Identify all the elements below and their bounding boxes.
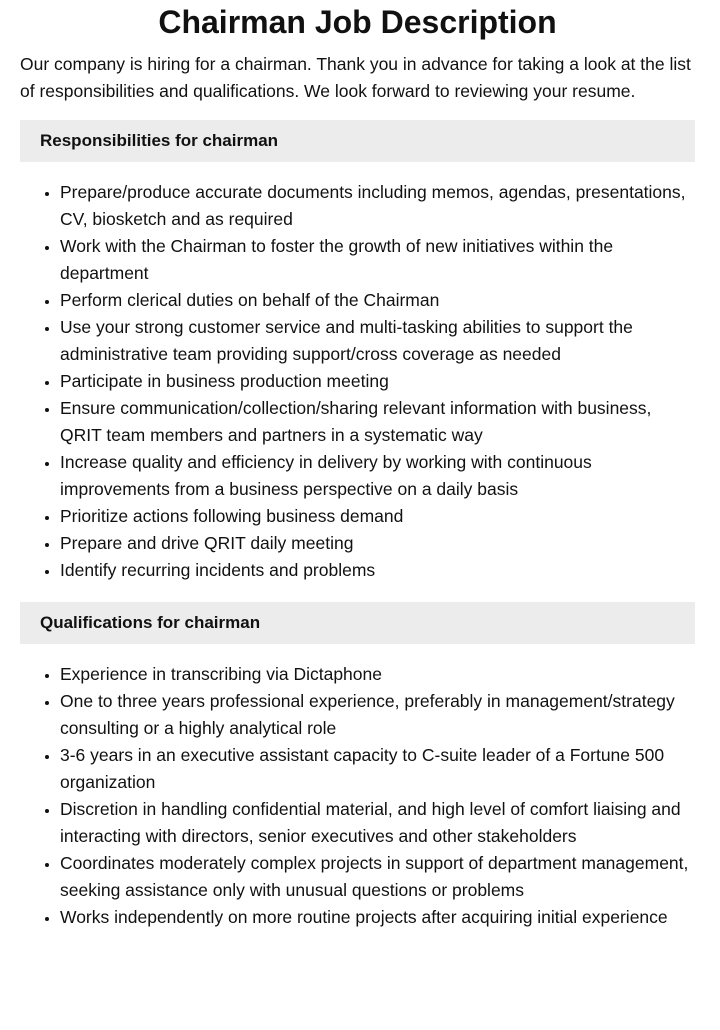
intro-paragraph: Our company is hiring for a chairman. Thank you in advance for taking a look at the list of responsibilities and qualifications. We look forward to reviewing your resume. bbox=[20, 54, 691, 101]
list-item: • Discretion in handling confidential material, and high level of comfort liaising and interacting with directors, senior executives and other stakeholders bbox=[60, 796, 695, 850]
list-item: • Participate in business production meeting bbox=[60, 368, 695, 395]
qualifications-heading: Qualifications for chairman bbox=[20, 602, 695, 644]
list-item: • Identify recurring incidents and problems bbox=[60, 557, 695, 584]
list-item: • One to three years professional experience, preferably in management/strategy consulting or a highly analytical role bbox=[60, 688, 695, 742]
list-item: • Use your strong customer service and multi-tasking abilities to support the administrative team providing support/cross coverage as needed bbox=[60, 314, 695, 368]
list-item: • Works independently on more routine projects after acquiring initial experience bbox=[60, 904, 695, 931]
list-item: • Prioritize actions following business demand bbox=[60, 503, 695, 530]
list-item: • 3-6 years in an executive assistant capacity to C-suite leader of a Fortune 500 organization bbox=[60, 742, 695, 796]
list-item: • Work with the Chairman to foster the growth of new initiatives within the department bbox=[60, 233, 695, 287]
list-item: • Increase quality and efficiency in delivery by working with continuous improvements from a business perspective on a daily basis bbox=[60, 449, 695, 503]
page-title: Chairman Job Description bbox=[158, 4, 557, 40]
responsibilities-heading: Responsibilities for chairman bbox=[20, 120, 695, 162]
list-item: • Prepare/produce accurate documents including memos, agendas, presentations, CV, biosketch and as required bbox=[60, 179, 695, 233]
list-item: • Ensure communication/collection/sharing relevant information with business, QRIT team members and partners in a systematic way bbox=[60, 395, 695, 449]
list-item: • Experience in transcribing via Dictaphone bbox=[60, 661, 695, 688]
qualifications-list bbox=[20, 661, 695, 931]
list-item: • Perform clerical duties on behalf of the Chairman bbox=[60, 287, 695, 314]
list-item: • Prepare and drive QRIT daily meeting bbox=[60, 530, 695, 557]
list-item: • Coordinates moderately complex projects in support of department management, seeking assistance only with unusual questions or problems bbox=[60, 850, 695, 904]
responsibilities-list bbox=[20, 179, 695, 584]
